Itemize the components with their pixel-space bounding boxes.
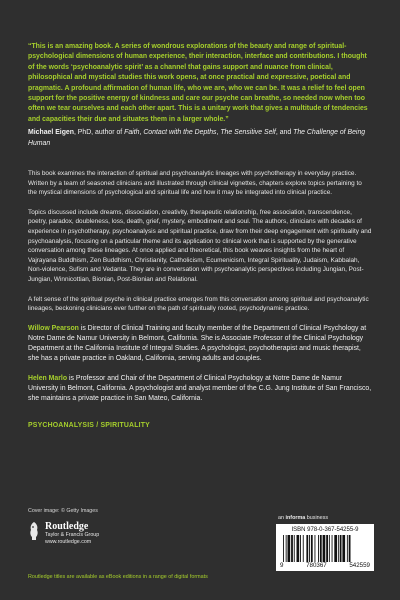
endorser-book-1: Faith [124,129,140,137]
barcode-bar [306,535,308,562]
author-bio-text: is Professor and Chair of the Department of Clinical Psychology at Notre Dame de Namur University in Belmont, California. A psychologist and analyst member of the C.G. Jung Institute of San Francisco, she maintains a private practice in San Mateo, California. [28,375,372,403]
publisher-logo [28,521,99,546]
barcode-bar [349,535,351,562]
barcode-digits [280,562,370,569]
subject-category: PSYCHOANALYSIS / SPIRITUALITY [28,422,150,430]
author-bio [28,374,372,404]
barcode-bar [318,535,319,562]
endorser-line [28,128,372,149]
barcode-bar [323,535,326,562]
endorser-book-2: Contact with the Depths [143,129,217,137]
publisher-group: Taylor & Francis Group [45,532,100,538]
endorsement-quote: “This is an amazing book. A series of wondrous explorations of the beauty and range of spiritual-psychological dimensions of human experience, their interaction, interface and contributions. I thought of the words ‘psychoanalytic spirit’ as a channel that gains support and nuance from clinical, philosophical and mystical studies this work opens, at once practical and expressive, poetical and pragmatic. A profound affirmation of human life, who we are, who we can be. It was a relief to feel open support for the positive energy of kindness and care our psyche can breathe, so needed now when too often we tear ourselves and each other apart. This is a unitary work that gives a multitude of tendencies and capacities their due and situates them in a larger whole.” [28,43,368,123]
description-paragraph: A felt sense of the spiritual psyche in clinical practice emerges from this conversation among spiritual and psychoanalytic lineages, beckoning clinicians ever further on the path of spiritually rooted, psychodynamic practice. [28,295,369,313]
endorser-book-3: The Sensitive Self [220,129,276,137]
isbn-label: ISBN 978-0-367-54255-9 [291,527,359,533]
barcode-digit-group: 9 [280,562,284,569]
barcode-bar [347,535,348,562]
barcode-bar [320,535,322,562]
barcode-bar [334,535,337,562]
barcode-panel [276,524,374,571]
cover-credit: Cover image: © Getty Images [28,508,98,514]
informa-business-label [278,515,328,521]
barcode-bar [332,535,333,562]
barcode-bar [309,535,310,562]
barcode-bar [303,535,304,562]
business-suffix: business [305,515,329,521]
barcode-bar [288,535,291,562]
barcode-bar [294,535,295,562]
endorser-book-4: The Challenge of Being Human [28,129,366,147]
publisher-url[interactable]: www.routledge.com [45,539,92,545]
description-paragraph: Topics discussed include dreams, dissociation, creativity, therapeutic relationship, free association, transcendence, poetry, paradox, doubleness, loss, death, grief, mystery, embodiment and soul. The authors, clinicians with decades of experience in psychotherapy, psychoanalysis and spiritual practice, draw from their deep engagement with spirituality and psychoanalysis, focusing on a particular theme and its application to clinical work that is supported by the generative conversation among these lineages. At once applied and theoretical, this book weaves insights from the heart of Vajrayana Buddhism, Zen Buddhism, Christianity, Catholicism, Ecumenicism, Integral Spirituality, Judaism, Kabbalah, Non-violence, Sufism and Vedanta. They are in conversation with psychoanalytic perspectives including Jungian, Post-Jungian, Winnicottian, Bionian, Post-Bionian and Relational. [28,208,372,283]
barcode-digit-group: 542559 [349,562,370,569]
endorser-name: Michael Eigen [28,129,74,137]
barcode-bar [311,535,313,562]
description-paragraph: This book examines the interaction of spiritual and psychoanalytic lineages with psychotherapy in everyday practice. Written by a team of seasoned clinicians and illustrated through clinical vignettes, chapters explore topics pertaining to the mystical dimensions of psychological and spiritual life and how it may be integrated into clinical practice. [28,170,362,197]
ebook-note: Routledge titles are available as eBook editions in a range of digital formats [28,574,208,580]
publisher-brand: Routledge [45,521,89,532]
publisher-text [45,521,99,546]
business-prefix: an [278,515,286,521]
endorser-credentials: , PhD, author of [73,129,125,137]
barcode-bar [315,535,316,562]
separator: , and [275,129,294,137]
barcode-bar [283,535,284,562]
author-bio-text: is Director of Clinical Training and faculty member of the Department of Clinical Psychology at Notre Dame de Namur University in Belmont, California. She is Associate Professor of the Clinical Psychology Department at the California Institute of Integral Studies. A psychologist, psychotherapist and music therapist, she has a private practice in Oakland, California, serving adults and couples. [28,324,367,363]
routledge-lion-icon [28,521,40,541]
barcode-bar [286,535,287,562]
separator: , [139,129,144,137]
informa-brand: informa [285,515,306,521]
author-name: Willow Pearson [28,324,79,332]
barcode-bar [342,535,345,562]
author-name: Helen Marlo [28,375,68,383]
barcode-bar [326,535,328,562]
barcode-bar [329,535,330,562]
barcode-bar [300,535,301,562]
barcode-icon [281,535,369,562]
barcode-bar [291,535,293,562]
separator: , [216,129,221,137]
author-bio [28,324,372,364]
barcode-bar [340,535,342,562]
barcode-bar [297,535,300,562]
barcode-digit-group: 780367 [306,562,327,569]
barcode-bar [338,535,339,562]
